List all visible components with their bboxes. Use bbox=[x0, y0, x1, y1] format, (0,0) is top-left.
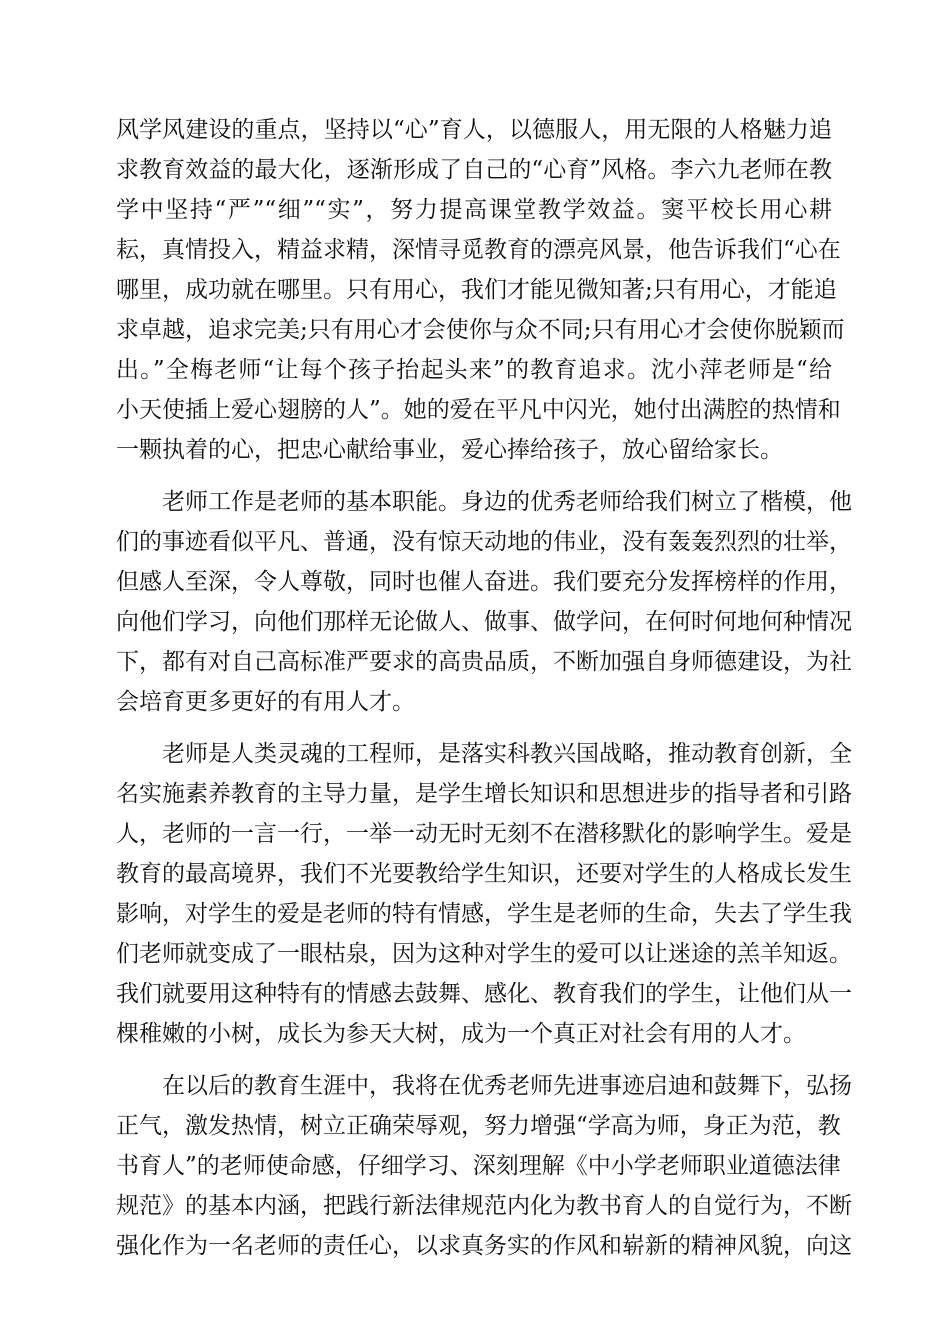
text-line: 棵稚嫩的小树，成长为参天大树，成为一个真正对社会有用的人才。 bbox=[116, 1021, 806, 1047]
paragraph-3 bbox=[116, 734, 852, 1054]
text-line: 规范》的基本内涵，把践行新法律规范内化为教书育人的自觉行为，不断 bbox=[116, 1193, 852, 1219]
text-line: 老师工作是老师的基本职能。身边的优秀老师给我们树立了楷模，他 bbox=[162, 489, 852, 515]
text-line: 书育人”的老师使命感，仔细学习、深刻理解《中小学老师职业道德法律 bbox=[116, 1153, 841, 1179]
text-line: 在以后的教育生涯中，我将在优秀老师先进事迹启迪和鼓舞下，弘扬 bbox=[162, 1073, 852, 1099]
text-line: 名实施素养教育的主导力量，是学生增长知识和思想进步的指导者和引路 bbox=[116, 781, 852, 807]
text-line: 正气，激发热情，树立正确荣辱观，努力增强“学高为师，身正为范，教 bbox=[116, 1113, 841, 1139]
paragraph-2 bbox=[116, 482, 852, 722]
text-line: 但感人至深，令人尊敬，同时也催人奋进。我们要充分发挥榜样的作用， bbox=[116, 569, 852, 595]
text-line: 求卓越，追求完美;只有用心才会使你与众不同;只有用心才会使你脱颖而 bbox=[116, 317, 845, 343]
text-line: 影响，对学生的爱是老师的特有情感，学生是老师的生命，失去了学生我 bbox=[116, 901, 852, 927]
text-line: 一颗执着的心，把忠心献给事业，爱心捧给孩子，放心留给家长。 bbox=[116, 437, 783, 463]
text-line: 人，老师的一言一行，一举一动无时无刻不在潜移默化的影响学生。爱是 bbox=[116, 821, 852, 847]
paragraph-4 bbox=[116, 1066, 852, 1266]
text-line: 风学风建设的重点，坚持以“心”育人，以德服人，用无限的人格魅力追 bbox=[116, 117, 832, 143]
text-line: 耘，真情投入，精益求精，深情寻觅教育的漂亮风景，他告诉我们“心在 bbox=[116, 237, 841, 263]
text-line: 求教育效益的最大化，逐渐形成了自己的“心育”风格。李六九老师在教 bbox=[116, 157, 832, 183]
text-line: 小天使插上爱心翅膀的人”。她的爱在平凡中闪光，她付出满腔的热情和 bbox=[116, 397, 841, 423]
text-line: 会培育更多更好的有用人才。 bbox=[116, 689, 415, 715]
text-line: 我们就要用这种特有的情感去鼓舞、感化、教育我们的学生，让他们从一 bbox=[116, 981, 852, 1007]
text-line: 教育的最高境界，我们不光要教给学生知识，还要对学生的人格成长发生 bbox=[116, 861, 852, 887]
text-line: 们老师就变成了一眼枯泉，因为这种对学生的爱可以让迷途的羔羊知返。 bbox=[116, 941, 852, 967]
text-line: 向他们学习，向他们那样无论做人、做事、做学问，在何时何地何种情况 bbox=[116, 609, 852, 635]
text-line: 哪里，成功就在哪里。只有用心，我们才能见微知著;只有用心，才能追 bbox=[116, 277, 837, 303]
text-line: 们的事迹看似平凡、普通，没有惊天动地的伟业，没有轰轰烈烈的壮举， bbox=[116, 529, 852, 555]
text-line: 强化作为一名老师的责任心，以求真务实的作风和崭新的精神风貌，向这 bbox=[116, 1233, 852, 1259]
document-body bbox=[116, 110, 852, 1278]
text-line: 出。”全梅老师“让每个孩子抬起头来”的教育追求。沈小萍老师是“给 bbox=[116, 357, 832, 383]
text-line: 老师是人类灵魂的工程师，是落实科教兴国战略，推动教育创新，全 bbox=[162, 741, 852, 767]
text-line: 下，都有对自己高标准严要求的高贵品质，不断加强自身师德建设，为社 bbox=[116, 649, 852, 675]
text-line: 学中坚持“严”“细”“实”，努力提高课堂教学效益。窦平校长用心耕 bbox=[116, 197, 832, 223]
paragraph-1 bbox=[116, 110, 845, 470]
